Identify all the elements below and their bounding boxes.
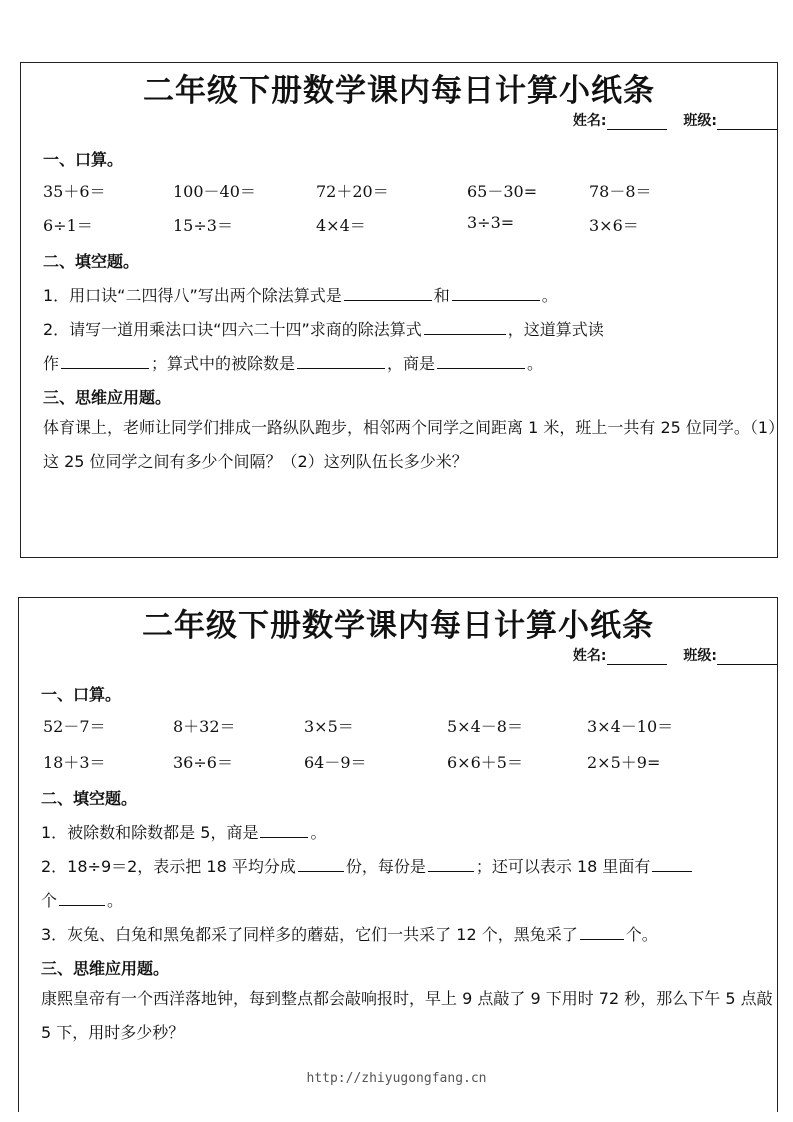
oral-problem: 72＋20＝ bbox=[316, 182, 389, 201]
question-text: 个 bbox=[41, 891, 58, 910]
answer-blank[interactable] bbox=[424, 318, 506, 335]
worksheet-title: 二年级下册数学课内每日计算小纸条 bbox=[142, 608, 654, 644]
question-text: ；还可以表示 18 里面有 bbox=[475, 857, 651, 876]
name-class-bar bbox=[573, 110, 777, 130]
fill-question-3 bbox=[41, 922, 658, 945]
class-blank[interactable] bbox=[717, 115, 777, 130]
answer-blank[interactable] bbox=[428, 855, 474, 872]
oral-problem: 78－8＝ bbox=[589, 182, 652, 201]
worksheet-title: 二年级下册数学课内每日计算小纸条 bbox=[143, 73, 655, 109]
oral-problem: 6×6＋5＝ bbox=[447, 753, 523, 772]
question-text: 和 bbox=[433, 286, 450, 305]
oral-problem: 6÷1＝ bbox=[43, 216, 93, 235]
oral-problem: 3×5＝ bbox=[304, 717, 354, 736]
name-class-bar bbox=[573, 645, 777, 665]
name-blank[interactable] bbox=[607, 115, 667, 130]
class-blank[interactable] bbox=[717, 650, 777, 665]
class-label: 班级: bbox=[683, 113, 717, 129]
question-text: 。 bbox=[107, 891, 124, 910]
oral-problem: 3×4－10＝ bbox=[587, 717, 674, 736]
oral-problem: 2×5＋9= bbox=[587, 753, 661, 772]
question-text: 个。 bbox=[625, 925, 658, 944]
answer-blank[interactable] bbox=[437, 352, 525, 369]
question-text: 作 bbox=[43, 354, 60, 373]
worksheet-1 bbox=[20, 62, 778, 558]
section-oral-heading: 一、口算。 bbox=[41, 685, 122, 704]
word-problem: 体育课上，老师让同学们排成一路纵队跑步，相邻两个同学之间距离 1 米，班上一共有 25 位同学。（1）这 25 位同学之间有多少个间隔？（2）这列队伍长多少米？ bbox=[43, 418, 777, 471]
section-fill-heading: 二、填空题。 bbox=[41, 789, 138, 808]
answer-blank[interactable] bbox=[297, 352, 385, 369]
name-label: 姓名: bbox=[572, 113, 607, 129]
section-fill-heading: 二、填空题。 bbox=[43, 252, 140, 271]
section-oral-heading: 一、口算。 bbox=[43, 150, 124, 169]
fill-question-2-cont bbox=[43, 351, 543, 374]
question-text: 1．用口诀“二四得八”写出两个除法算式是 bbox=[43, 286, 342, 305]
oral-problem: 65－30= bbox=[467, 182, 538, 201]
worksheet-2 bbox=[18, 597, 778, 1112]
fill-question-1 bbox=[43, 283, 558, 306]
question-text: ，这道算式读 bbox=[507, 320, 604, 339]
oral-problem: 100－40＝ bbox=[173, 182, 256, 201]
oral-problem: 15÷3＝ bbox=[173, 216, 233, 235]
oral-problem: 5×4－8＝ bbox=[447, 717, 523, 736]
oral-problem: 4×4＝ bbox=[316, 216, 366, 235]
question-text: 1．被除数和除数都是 5，商是 bbox=[41, 823, 259, 842]
section-thinking-heading: 三、思维应用题。 bbox=[43, 388, 172, 407]
answer-blank[interactable] bbox=[61, 352, 149, 369]
answer-blank[interactable] bbox=[580, 923, 624, 940]
answer-blank[interactable] bbox=[452, 284, 540, 301]
oral-problem: 35＋6＝ bbox=[43, 182, 106, 201]
question-text: 3．灰兔、白兔和黑兔都采了同样多的蘑菇，它们一共采了 12 个，黑兔采了 bbox=[41, 925, 578, 944]
answer-blank[interactable] bbox=[59, 889, 105, 906]
oral-problem: 18＋3＝ bbox=[43, 753, 106, 772]
oral-problem: 3×6＝ bbox=[589, 216, 639, 235]
answer-blank[interactable] bbox=[652, 855, 692, 872]
footer-url: http://zhiyugongfang.cn bbox=[306, 1071, 487, 1086]
question-text: 2．18÷9＝2，表示把 18 平均分成 bbox=[41, 857, 296, 876]
oral-problem: 64－9＝ bbox=[304, 753, 367, 772]
question-text: 。 bbox=[541, 286, 558, 305]
question-text: ；算式中的被除数是 bbox=[151, 354, 296, 373]
answer-blank[interactable] bbox=[260, 821, 308, 838]
question-text: 。 bbox=[310, 823, 327, 842]
oral-problem: 3÷3= bbox=[467, 213, 515, 232]
answer-blank[interactable] bbox=[298, 855, 344, 872]
name-blank[interactable] bbox=[607, 650, 667, 665]
answer-blank[interactable] bbox=[344, 284, 432, 301]
fill-question-1 bbox=[41, 820, 326, 843]
fill-question-2 bbox=[41, 854, 694, 877]
word-problem: 康熙皇帝有一个西洋落地钟，每到整点都会敲响报时，早上 9 点敲了 9 下用时 72 秒，那么下午 5 点敲 5 下，用时多少秒？ bbox=[41, 989, 773, 1042]
question-text: 2．请写一道用乘法口诀“四六二十四”求商的除法算式 bbox=[43, 320, 422, 339]
fill-question-2 bbox=[43, 317, 604, 340]
oral-problem: 36÷6＝ bbox=[173, 753, 233, 772]
oral-problem: 8＋32＝ bbox=[173, 717, 236, 736]
fill-question-2-cont bbox=[41, 888, 123, 911]
name-label: 姓名: bbox=[572, 648, 607, 664]
section-thinking-heading: 三、思维应用题。 bbox=[41, 959, 170, 978]
oral-problem: 52－7＝ bbox=[43, 717, 106, 736]
question-text: 。 bbox=[527, 354, 544, 373]
question-text: ，商是 bbox=[387, 354, 436, 373]
question-text: 份，每份是 bbox=[345, 857, 426, 876]
class-label: 班级: bbox=[683, 648, 717, 664]
